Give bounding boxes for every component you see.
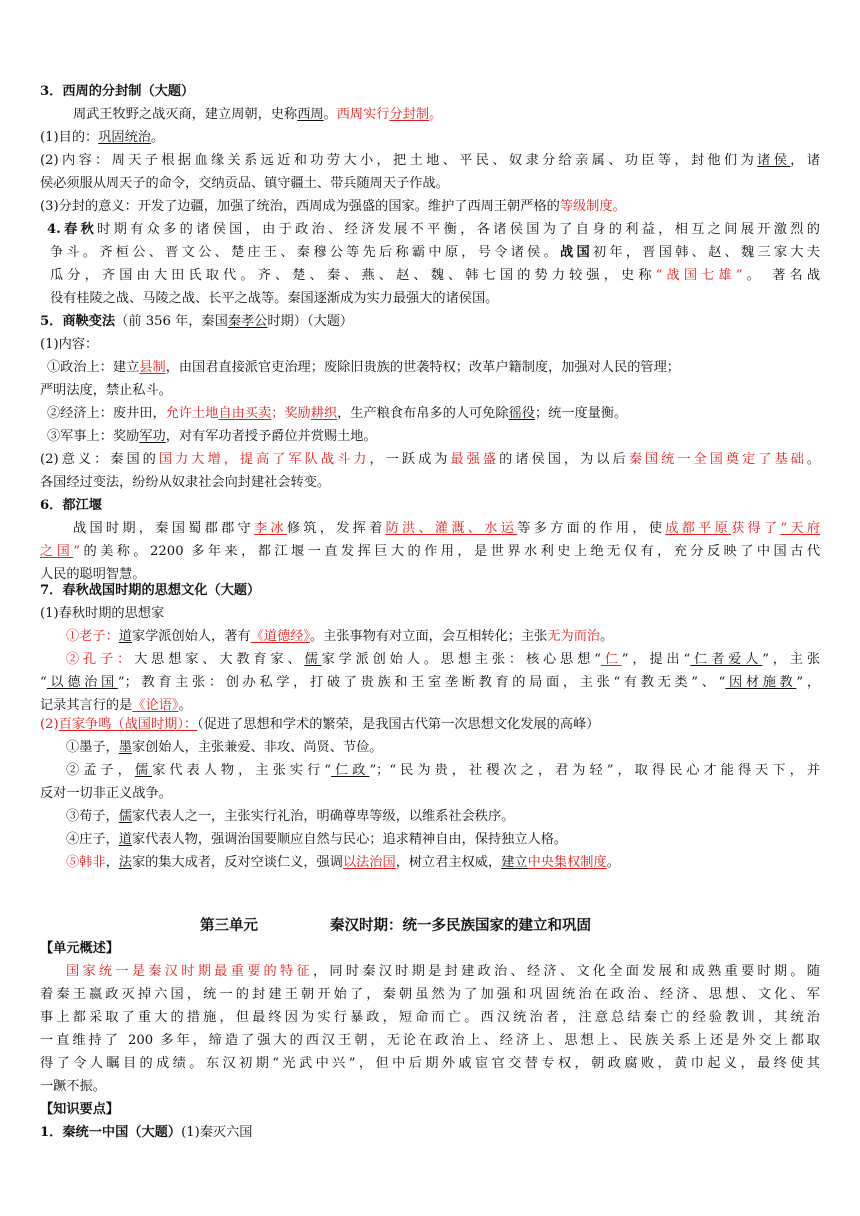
text-run: ，由国君直接派官吏治理；废除旧贵族的世袭特权；改革户籍制度，加强对人民的管理； xyxy=(165,360,680,375)
text-run: 家代表人物，强调治国要顺应自然与民心；追求精神自由，保持独立人格。 xyxy=(131,832,568,847)
text-run: ，一跃成为 xyxy=(369,452,451,467)
text-run: ③荀子， xyxy=(66,809,119,824)
text-run: ⑤韩非 xyxy=(66,855,106,870)
text-run: 奖励 xyxy=(284,406,311,421)
text-run: 瓜分，齐国由大田氏取代。齐、楚、秦、燕、赵、魏、韩七国的势力较强，史称 xyxy=(50,268,656,283)
text-run: (1)内容： xyxy=(40,337,99,352)
text-run: ，诸 xyxy=(790,153,821,168)
text-run: 中央集权制度 xyxy=(527,855,607,870)
text-run: 着秦王嬴政灭掉六国，统一的封建王朝开始了，秦朝虽然为了加强和巩固统治在政治、经济、思想、文化、军 xyxy=(40,987,820,1002)
text-run: 因材施教 xyxy=(725,675,797,690)
text-run: (2) xyxy=(40,717,59,732)
text-run: 家代表人物，主张实行“ xyxy=(152,763,331,778)
s3-content-line1 xyxy=(40,152,820,170)
text-run: 。 xyxy=(600,629,614,644)
text-run: 儒 xyxy=(304,652,322,667)
text-run: ②孟子， xyxy=(66,763,135,778)
text-run: 道 xyxy=(118,832,132,847)
text-run: ”，提出“ xyxy=(621,652,691,667)
text-run: 西周 xyxy=(297,107,324,122)
knowledge-points-label: 【知识要点】 xyxy=(40,1102,120,1117)
text-run: （前 356 年，秦国 xyxy=(115,314,228,329)
text-run: 获得了 xyxy=(731,521,781,536)
text-run: 记录其言行的是 xyxy=(40,698,133,713)
text-run: 儒 xyxy=(118,809,132,824)
s5-economic xyxy=(47,405,627,423)
text-run: 自由买卖 xyxy=(218,406,272,421)
text-run: ”；教育主张：创办私学，打破了贵族和王室垄断教育的局面，主张“有教无类”、“ xyxy=(117,675,726,690)
text-run: 国家统一是秦汉时期最重要的特征 xyxy=(66,964,313,979)
text-run: 《论语》 xyxy=(132,698,179,713)
text-run: 等多方面的作用，使 xyxy=(517,521,666,536)
text-run: ， xyxy=(105,855,119,870)
s6-line2 xyxy=(40,543,820,561)
unit-overview-line4 xyxy=(40,1032,820,1050)
s5-meaning-line2 xyxy=(40,474,330,492)
s5-content-label xyxy=(40,336,98,354)
text-run: ，同时秦汉时期是封建政治、经济、文化全面发展和成熟重要时期。随 xyxy=(312,964,820,979)
text-run: 侯必须服从周天子的命令，交纳贡品、镇守疆土、带兵随周天子作战。 xyxy=(40,176,449,191)
s7-kongzi-line3 xyxy=(40,697,192,715)
text-run: 严明法度，禁止私斗。 xyxy=(40,383,172,398)
text-run: 。主张事物有对立面，会互相转化；主张 xyxy=(309,629,548,644)
text-run: ④庄子， xyxy=(66,832,119,847)
unit-title-right: 秦汉时期：统一多民族国家的建立和巩固 xyxy=(330,917,591,934)
s3-meaning xyxy=(40,198,626,216)
heading-section-7: 7．春秋战国时期的思想文化（大题） xyxy=(40,583,261,598)
text-run: ①墨子， xyxy=(66,740,119,755)
text-run: (3)分封的意义：开发了边疆，加强了统治，西周成为强盛的国家。维护了西周王朝严格的 xyxy=(40,199,560,214)
text-run: 西周实行 xyxy=(336,107,390,122)
text-run: ， xyxy=(223,452,240,467)
text-run: 军功 xyxy=(139,429,166,444)
text-run: 初年，晋国韩、赵、魏三家大夫 xyxy=(592,245,821,260)
text-run: 5．商鞅变法 xyxy=(40,314,116,329)
text-run: （促进了思想和学术的繁荣，是我国古代第一次思想文化发展的高峰） xyxy=(197,717,600,732)
text-run: 家代表人之一，主张实行礼治，明确尊卑等级，以维系社会秩序。 xyxy=(131,809,515,824)
text-run: 1．秦统一中国（大题） xyxy=(40,1125,182,1140)
text-run: 家创始人，主张兼爱、非攻、尚贤、节俭。 xyxy=(131,740,383,755)
unit-overview-line2 xyxy=(40,986,820,1004)
s7-kongzi-line2 xyxy=(40,674,820,692)
s4-line1 xyxy=(47,221,820,239)
text-run: 反对一切非正义战争。 xyxy=(40,786,172,801)
text-run: “战国七雄” xyxy=(655,268,743,283)
s7-kongzi-line1 xyxy=(66,651,820,669)
s7-mengzi-line2 xyxy=(40,785,172,803)
text-run: 。 xyxy=(612,199,626,214)
text-run: (1)目的： xyxy=(40,130,99,145)
text-run: 之国 xyxy=(40,544,74,559)
unit-overview-line1 xyxy=(66,963,820,981)
text-run: 允许土地 xyxy=(165,406,219,421)
text-run: 无为而治 xyxy=(547,629,601,644)
text-run: ”， xyxy=(796,675,821,690)
text-run: 事上都采取了重大的措施，但最终因为实行暴政，短命而亡。西汉统治者，注意总结秦亡的经验教训，其统治 xyxy=(40,1010,820,1025)
s7-mengzi-line1 xyxy=(66,762,820,780)
text-run: (2)意义：秦国的 xyxy=(40,452,159,467)
s3-intro xyxy=(73,106,442,124)
unit-overview-line5 xyxy=(40,1055,820,1073)
text-run: 等级制度 xyxy=(559,199,613,214)
text-run: 提高了军队战斗力 xyxy=(239,452,370,467)
text-run: 役有桂陵之战、马陵之战、长平之战等。秦国逐渐成为实力最强大的诸侯国。 xyxy=(50,291,499,306)
text-run: 。 xyxy=(606,855,620,870)
text-run: 耕织 xyxy=(310,406,338,421)
s5-military xyxy=(47,428,377,446)
unit-overview-line3 xyxy=(40,1009,820,1027)
text-run: 墨 xyxy=(118,740,132,755)
text-run: 周武王牧野之战灭商，建立周朝，史称 xyxy=(73,107,298,122)
s5-political-line2 xyxy=(40,382,172,400)
s4-line3 xyxy=(50,267,820,285)
text-run: 一直维持了 200 多年，缔造了强大的西汉王朝，无论在政治上、经济上、思想上、民族关系上还是外交上都取 xyxy=(40,1033,820,1048)
text-run: 道 xyxy=(118,629,132,644)
s7-sub2 xyxy=(40,716,599,734)
text-run: 百家争鸣（战国时期）： xyxy=(58,717,198,732)
text-run: 巩固统治 xyxy=(98,130,151,145)
knowledge-point-1 xyxy=(40,1124,253,1142)
text-run: (2)内容：周天子根据血缘关系远近和功劳大小，把土地、平民、奴隶分给亲属、功臣等，封他们为 xyxy=(40,153,758,168)
heading-section-5 xyxy=(40,313,353,331)
text-run: 大思想家、大教育家、 xyxy=(134,652,305,667)
unit-overview-label: 【单元概述】 xyxy=(40,941,120,956)
s7-hanfei xyxy=(66,854,620,872)
s3-content-line2 xyxy=(40,175,449,193)
heading-section-3: 3．西周的分封制（大题） xyxy=(40,84,195,99)
text-run: 家学派创始人。思想主张：核心思想 xyxy=(321,652,595,667)
text-run: 。 xyxy=(178,698,192,713)
text-run: “天府 xyxy=(780,521,821,536)
text-run: 李冰 xyxy=(253,521,287,536)
text-run: (1)春秋时期的思想家 xyxy=(40,606,165,621)
text-run: 以德治国 xyxy=(46,675,118,690)
text-run: ” xyxy=(73,544,81,559)
s7-zhuangzi xyxy=(66,831,567,849)
text-run: 时期）（大题） xyxy=(267,314,354,329)
s7-xunzi xyxy=(66,808,514,826)
text-run: 以法治国 xyxy=(342,855,396,870)
text-run: 秦国统一全国奠定了基础 xyxy=(628,452,807,467)
text-run: 战国 xyxy=(560,245,593,260)
text-run: 。 xyxy=(151,130,165,145)
heading-section-6: 6．都江堰 xyxy=(40,498,102,513)
text-run: 秦孝公 xyxy=(227,314,268,329)
text-run: ”，主张 xyxy=(762,652,821,667)
text-run: 时期有众多的诸侯国，由于政治、经济发展不平衡，各诸侯国为了自身的利益，相互之间展开激烈的 xyxy=(97,222,820,237)
text-run: ①老子： xyxy=(66,629,119,644)
s5-political-line1 xyxy=(47,359,680,377)
s3-purpose xyxy=(40,129,164,147)
text-run: 徭役 xyxy=(508,406,535,421)
text-run: 法 xyxy=(118,855,132,870)
text-run: “ xyxy=(40,675,47,690)
s4-line2 xyxy=(50,244,820,262)
text-run: ；统一度量衡。 xyxy=(534,406,628,421)
s7-laozi xyxy=(66,628,613,646)
text-run: ，对有军功者授予爵位并赏赐土地。 xyxy=(165,429,377,444)
text-run: 县制 xyxy=(139,360,166,375)
text-run: 各国经过变法，纷纷从奴隶社会向封建社会转变。 xyxy=(40,475,331,490)
text-run: 分封制 xyxy=(389,107,430,122)
text-run: 家的集大成者，反对空谈仁义，强调 xyxy=(131,855,343,870)
s5-meaning-line1 xyxy=(40,451,820,469)
text-run: 建立 xyxy=(501,855,528,870)
unit-overview-line6 xyxy=(40,1078,106,1096)
text-run: 4.春秋 xyxy=(47,222,98,237)
text-run: 修筑，发挥着 xyxy=(286,521,386,536)
text-run: 最强盛 xyxy=(450,452,500,467)
text-run: 人民的聪明智慧。 xyxy=(40,567,146,582)
text-run: 防洪、灌溉、水运 xyxy=(385,521,518,536)
text-run: 。 xyxy=(323,107,337,122)
text-run: 儒 xyxy=(134,763,153,778)
text-run: 的美称。2200 多年来，都江堰一直发挥巨大的作用，是世界水利史上绝无仅有，充分反映了中国古代 xyxy=(80,544,821,559)
text-run: 战国时期，秦国蜀郡郡守 xyxy=(73,521,254,536)
text-run: ”；“民为贵，社稷次之，君为轻”，取得民心才能得天下，并 xyxy=(369,763,821,778)
text-run: 。 xyxy=(429,107,443,122)
text-run: (1)秦灭六国 xyxy=(181,1125,253,1140)
text-run: 得了令人瞩目的成绩。东汉初期“光武中兴”，但中后期外戚宦官交替专权，朝政腐败，黄巾起义，最终使其 xyxy=(40,1056,820,1071)
text-run: 仁 xyxy=(600,652,622,667)
s7-mozi xyxy=(66,739,383,757)
text-run: 。 xyxy=(806,452,821,467)
text-run: 仁者爱人 xyxy=(690,652,763,667)
text-run: ，树立君主权威， xyxy=(395,855,502,870)
text-run: 家学派创始人，著有 xyxy=(131,629,251,644)
unit-title-left: 第三单元 xyxy=(200,917,258,934)
text-run: 的诸侯国，为以后 xyxy=(499,452,629,467)
text-run: 国力大增 xyxy=(158,452,224,467)
text-run: 。 著名战 xyxy=(742,268,821,283)
text-run: 诸侯 xyxy=(757,153,791,168)
s4-line4 xyxy=(50,290,498,308)
text-run: ； xyxy=(271,406,285,421)
text-run: 争斗。齐桓公、晋文公、楚庄王、秦穆公等先后称霸中原，号令诸侯。 xyxy=(50,245,561,260)
text-run: 仁政 xyxy=(330,763,370,778)
text-run: ③军事上：奖励 xyxy=(47,429,140,444)
s6-line1 xyxy=(73,520,820,538)
text-run: ②孔子： xyxy=(66,652,135,667)
text-run: ，生产粮食布帛多的人可免除 xyxy=(337,406,509,421)
s7-sub1 xyxy=(40,605,164,623)
text-run: 《道德经》 xyxy=(250,629,310,644)
text-run: “ xyxy=(594,652,601,667)
text-run: ①政治上：建立 xyxy=(47,360,140,375)
text-run: 成都平原 xyxy=(665,521,732,536)
text-run: 一蹶不振。 xyxy=(40,1079,106,1094)
text-run: ②经济上：废井田， xyxy=(47,406,166,421)
